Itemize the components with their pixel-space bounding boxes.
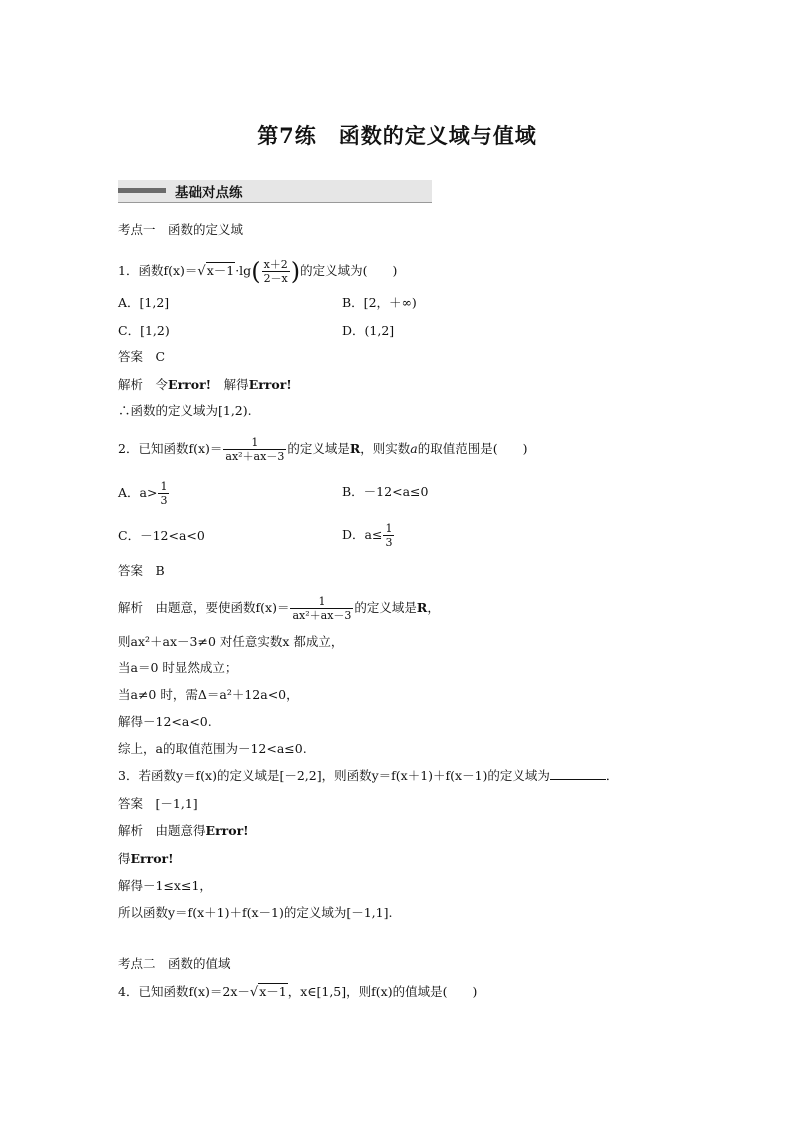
q3-answer: 答案 [－1,1]	[118, 796, 198, 811]
q2-option-a: A．a> $\frac{1}{3}$	[118, 480, 168, 507]
section-header-label: 基础对点练	[175, 185, 243, 201]
q1-analysis-line2: ∴函数的定义域为[1,2).	[118, 403, 252, 418]
q2-fraction: $\frac{1}{\text{ax²＋ax－3}}$	[225, 436, 285, 463]
q4-sqrt: √x－1	[249, 984, 287, 1000]
q2-option-b: B．－12<a≤0	[342, 484, 429, 499]
point2-heading: 考点二 函数的值域	[118, 956, 231, 971]
q2-stem: 2．已知函数f(x)＝ $\frac{1}{\text{ax²＋ax－3}}$ 的定义域是R，则实数a的取值范围是( )	[118, 436, 528, 463]
section-stripe	[118, 188, 166, 193]
q2-analysis-line2: 则ax²＋ax－3≠0 对任意实数x 都成立，	[118, 634, 344, 649]
q3-answer-blank	[550, 767, 606, 780]
q2-analysis-line4: 当a≠0 时，需Δ＝a²＋12a<0，	[118, 687, 299, 702]
q3-stem: 3．若函数y＝f(x)的定义域是[－2,2]，则函数y＝f(x＋1)＋f(x－1)的定义域为 ．	[118, 768, 619, 783]
q1-sqrt: √x－1	[197, 263, 235, 279]
section-header	[118, 180, 432, 203]
q1-analysis: 解析 令Error! 解得Error!	[118, 377, 292, 392]
q1-option-c: C．[1,2)	[118, 323, 170, 338]
q2-analysis-line5: 解得－12<a<0.	[118, 714, 212, 729]
q2-analysis: 解析 由题意，要使函数f(x)＝ $\frac{1}{\text{ax²＋ax－3}}$ 的定义域是R，	[118, 595, 440, 622]
q2-answer: 答案 B	[118, 563, 165, 578]
q2-option-d: D．a≤ $\frac{1}{3}$	[342, 522, 393, 549]
q1-option-d: D．(1,2]	[342, 323, 395, 338]
page-title: 第7练 函数的定义域与值域	[257, 123, 537, 148]
q3-analysis-line4: 所以函数y＝f(x＋1)＋f(x－1)的定义域为[－1,1].	[118, 905, 393, 920]
q1-fraction: $\frac{x+2}{2-x}$	[263, 258, 288, 285]
q2-analysis-line6: 综上，a的取值范围为－12<a≤0.	[118, 741, 307, 756]
q2-option-c: C．－12<a<0	[118, 528, 205, 543]
q4-stem: 4．已知函数f(x)＝2x－√x－1，x∈[1,5]，则f(x)的值域是( )	[118, 984, 478, 1000]
q1-stem: 1．函数f(x)＝√x－1·lg( $\frac{x+2}{2-x}$ )的定义域为( )	[118, 257, 398, 286]
q1-option-b: B．[2，＋∞)	[342, 295, 417, 310]
q3-analysis: 解析 由题意得Error!	[118, 823, 249, 838]
q3-analysis-line3: 解得－1≤x≤1，	[118, 878, 212, 893]
point1-heading: 考点一 函数的定义域	[118, 222, 244, 237]
q3-analysis-line2: 得Error!	[118, 851, 174, 866]
q1-answer: 答案 C	[118, 349, 166, 364]
q1-option-a: A．[1,2]	[118, 295, 170, 310]
q2-analysis-line3: 当a＝0 时显然成立；	[118, 660, 238, 675]
